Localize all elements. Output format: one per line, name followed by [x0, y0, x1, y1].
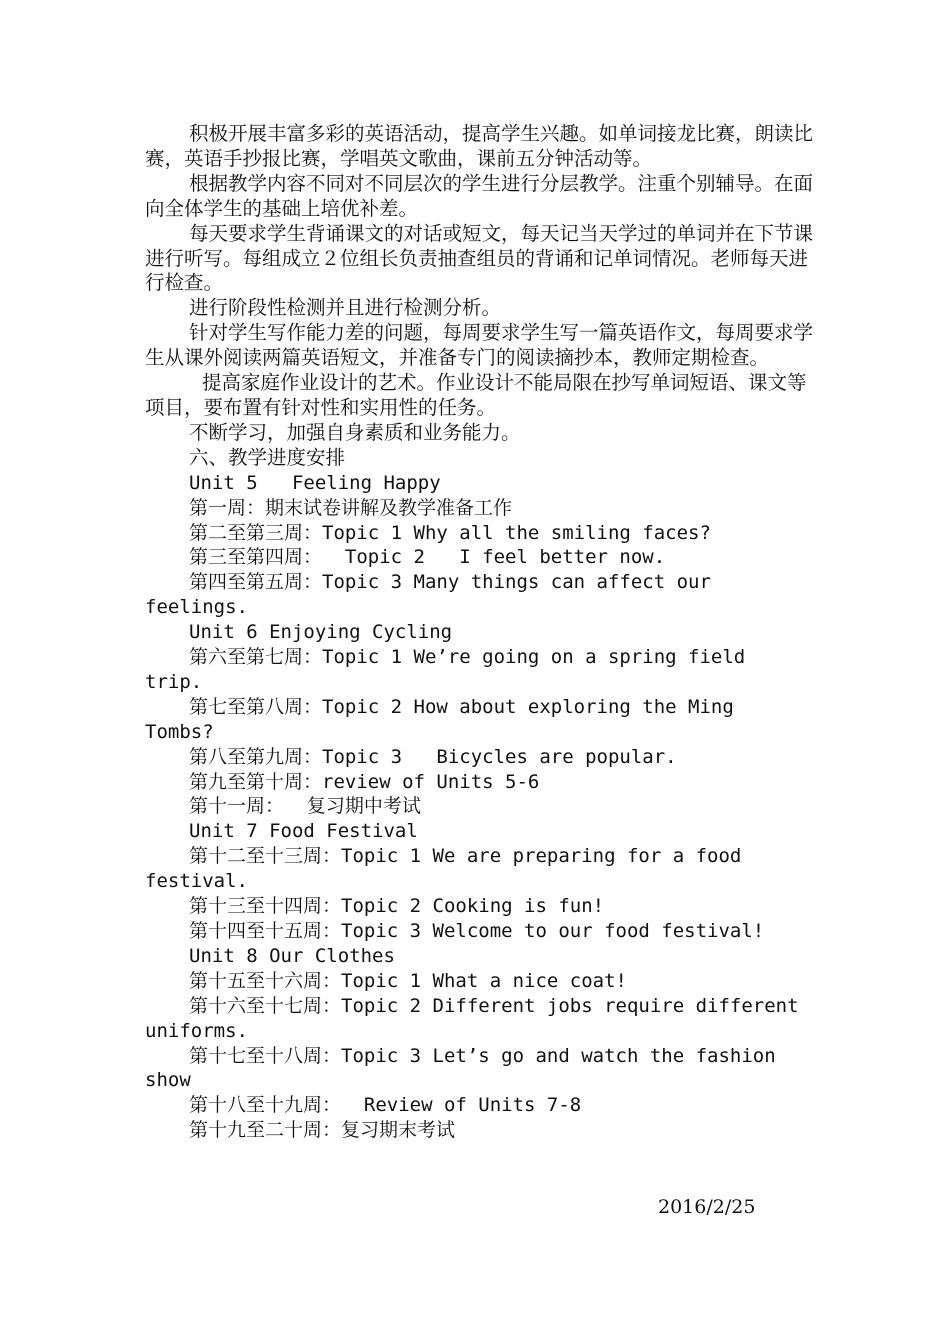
schedule-unit-6: Unit 6 Enjoying Cycling [189, 621, 453, 644]
schedule-line: 第十五至十六周：Topic 1 What a nice coat! [189, 969, 627, 992]
schedule-line: 第十三至十四周：Topic 2 Cooking is fun! [189, 895, 605, 918]
document-body [145, 122, 813, 1143]
paragraph-layered-teaching: 根据教学内容不同对不同层次的学生进行分层教学。注重个别辅导。在面向全体学生的基础上培优补差。 [145, 171, 814, 220]
schedule-line: 第十一周： 复习期中考试 [189, 795, 421, 818]
document-date: 2016/2/25 [658, 1196, 756, 1218]
schedule-line: 第三至第四周： Topic 2 I feel better now. [189, 546, 666, 569]
schedule-line: 第七至第八周：Topic 2 How about exploring the Ming Tombs? [145, 695, 746, 743]
schedule-line: 第六至第七周：Topic 1 We’re going on a spring field trip. [145, 646, 757, 693]
schedule-line: 第八至第九周：Topic 3 Bicycles are popular. [189, 745, 677, 768]
paragraph-recitation: 每天要求学生背诵课文的对话或短文，每天记当天学过的单词并在下节课进行听写。每组成立２位组长负责抽查组员的背诵和记单词情况。老师每天进行检查。 [145, 221, 814, 295]
paragraph-activities: 积极开展丰富多彩的英语活动，提高学生兴趣。如单词接龙比赛，朗读比赛，英语手抄报比赛，学唱英文歌曲，课前五分钟活动等。 [145, 122, 814, 170]
schedule-line: 第十七至十八周：Topic 3 Let’s go and watch the fashion show [145, 1044, 788, 1092]
paragraph-homework: 提高家庭作业设计的艺术。作业设计不能局限在抄写单词短语、课文等项目，要布置有针对性和实用性的任务。 [145, 371, 807, 419]
schedule-line: 第十九至二十周：复习期末考试 [189, 1119, 456, 1142]
section-heading-schedule: 六、教学进度安排 [189, 445, 346, 469]
schedule-line: 第十六至十七周：Topic 2 Different jobs require different uniforms. [145, 994, 811, 1042]
paragraph-self-study: 不断学习，加强自身素质和业务能力。 [189, 420, 521, 444]
schedule-line: 第一周：期末试卷讲解及教学准备工作 [189, 496, 513, 519]
schedule-line: 第十八至十九周： Review of Units 7-8 [189, 1094, 582, 1117]
schedule-line: 第四至第五周：Topic 3 Many things can affect our feelings. [145, 571, 723, 619]
schedule-line: 第十二至十三周：Topic 1 We are preparing for a food festival. [145, 845, 753, 893]
paragraph-assessment: 进行阶段性检测并且进行检测分析。 [189, 296, 502, 320]
schedule-unit-8: Unit 8 Our Clothes [189, 944, 395, 967]
schedule-line: 第九至第十周：review of Units 5-6 [189, 770, 540, 793]
paragraph-writing: 针对学生写作能力差的问题，每周要求学生写一篇英语作文，每周要求学生从课外阅读两篇英语短文，并准备专门的阅读摘抄本，教师定期检查。 [145, 321, 814, 370]
schedule-unit-7: Unit 7 Food Festival [189, 820, 418, 843]
schedule-line: 第十四至十五周：Topic 3 Welcome to our food festival! [189, 920, 765, 942]
schedule-unit-5: Unit 5 Feeling Happy [189, 471, 441, 494]
schedule-line: 第二至第三周：Topic 1 Why all the smiling faces? [189, 521, 711, 544]
